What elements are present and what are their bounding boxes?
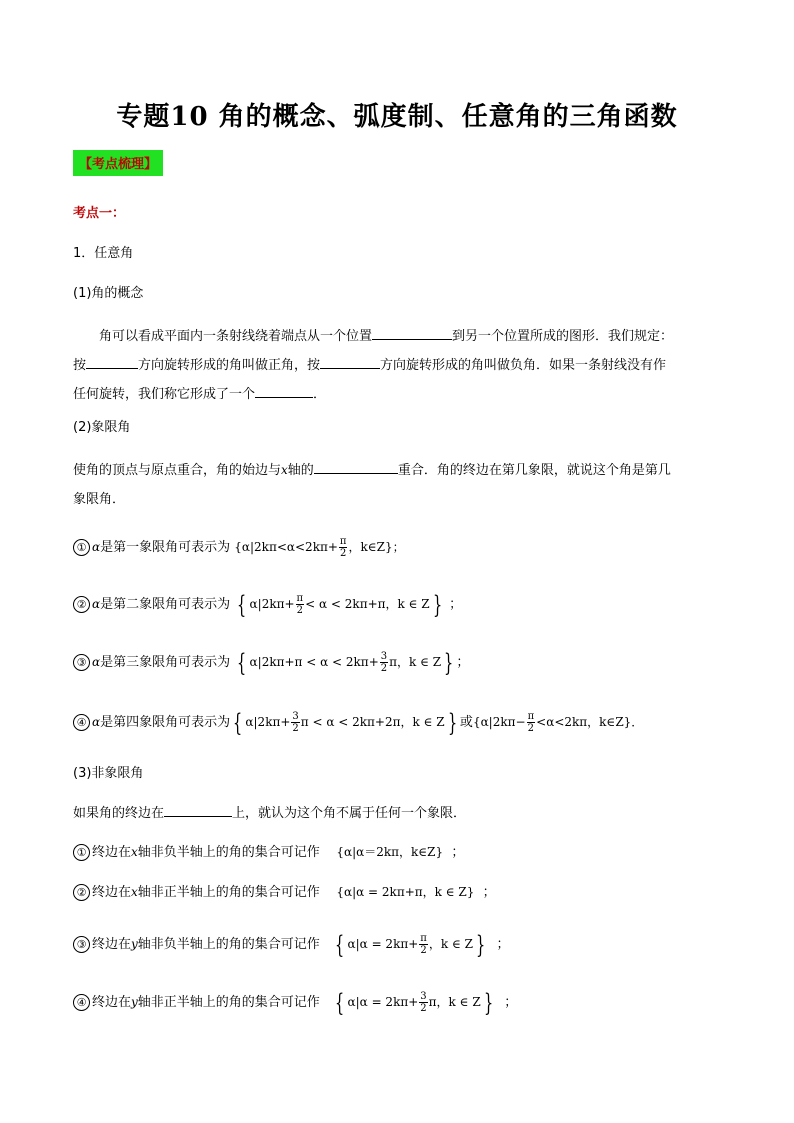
text: 是第一象限角可表示为 (100, 540, 231, 555)
fraction-denominator: 2 (527, 723, 535, 734)
quadrant-2-item (73, 588, 733, 621)
fraction-denominator: 2 (380, 663, 388, 674)
axis-symbol: y (131, 937, 138, 951)
fill-blank (372, 324, 452, 340)
fraction-numerator: 3 (292, 711, 299, 722)
set-expression: ，k ∈ Z (428, 937, 473, 951)
axis-set-item-4 (73, 986, 733, 1019)
axis-set-item-3 (73, 928, 733, 961)
text: 上，就认为这个角不属于任何一个象限． (232, 806, 467, 821)
section-badge: 【考点梳理】 (73, 150, 163, 176)
text: 或 (459, 715, 473, 730)
axis-symbol: x (131, 885, 138, 899)
paragraph-line (73, 322, 723, 351)
text: 使角的顶点与原点重合，角的始边与 (73, 463, 282, 478)
circled-number: ② (73, 596, 90, 613)
paragraph-line (73, 456, 723, 485)
paragraph-quadrant-angle (73, 456, 723, 514)
set-expression: π，k ∈ Z (389, 655, 442, 669)
fraction (527, 711, 536, 734)
circled-number: ② (73, 884, 90, 901)
set-expression: <α<2kπ，k∈Z}． (536, 715, 644, 729)
set-expression: {α|2kπ− (472, 715, 526, 729)
right-brace: } (483, 988, 493, 1017)
circled-number: ① (73, 539, 90, 556)
subsection-2-heading: (2)象限角 (73, 420, 131, 435)
alpha-symbol: α (92, 715, 101, 729)
left-brace: { (335, 988, 345, 1017)
text: 如果角的终边在 (73, 806, 165, 821)
text: 是第二象限角可表示为 (100, 597, 231, 612)
fraction-numerator: π (339, 536, 347, 547)
circled-number: ① (73, 844, 90, 861)
fraction (419, 991, 427, 1014)
set-expression: {α|α＝2kπ，k∈Z} (336, 845, 444, 859)
right-brace: } (476, 930, 486, 959)
axis-x: x (281, 463, 288, 477)
set-expression: α|α = 2kπ+ (347, 995, 419, 1009)
fraction-numerator: π (296, 593, 304, 604)
alpha-symbol: α (92, 655, 101, 669)
set-expression: α|2kπ+π < α < 2kπ+ (249, 655, 379, 669)
text: 轴非正半轴上的角的集合可记作 (137, 885, 320, 900)
right-brace: } (447, 708, 457, 737)
text: 象限角． (73, 492, 126, 507)
set-expression: {α|2kπ<α<2kπ+ (234, 540, 338, 554)
text: 是第三象限角可表示为 (100, 655, 231, 670)
axis-symbol: y (131, 995, 138, 1009)
text: ； (496, 937, 510, 952)
kaodian-heading: 考点一： (73, 206, 126, 221)
fraction-numerator: π (420, 933, 427, 944)
text: ； (449, 597, 463, 612)
text: 轴非负半轴上的角的集合可记作 (137, 845, 320, 860)
text: ； (451, 845, 465, 860)
axis-symbol: x (131, 845, 138, 859)
fraction-numerator: 3 (380, 651, 388, 662)
axis-set-item-2 (73, 878, 733, 907)
quadrant-4-item (73, 706, 733, 739)
fraction-denominator: 2 (420, 1003, 427, 1014)
text: ； (456, 655, 470, 670)
text: 到另一个位置所成的图形．我们规定： (452, 329, 674, 344)
paragraph-line (73, 351, 723, 380)
text: 重合．角的终边在第几象限，就说这个角是第几 (397, 463, 671, 478)
circled-number: ③ (73, 936, 90, 953)
text: ； (482, 885, 496, 900)
set-expression: α|2kπ+ (245, 715, 291, 729)
fill-blank (320, 353, 380, 369)
set-expression: π，k ∈ Z (428, 995, 481, 1009)
text: 是第四象限角可表示为 (100, 715, 231, 730)
set-expression: π < α < 2kπ+2π，k ∈ Z (300, 715, 445, 729)
text: 方向旋转形成的角叫做负角．如果一条射线没有作 (380, 358, 667, 373)
text: 方向旋转形成的角叫做正角，按 (138, 358, 321, 373)
set-expression: ，k∈Z}； (348, 540, 405, 554)
circled-number: ④ (73, 714, 90, 731)
set-expression: < α < 2kπ+π，k ∈ Z (305, 597, 430, 611)
left-brace: { (233, 708, 243, 737)
left-brace: { (237, 648, 247, 677)
quadrant-3-item (73, 646, 733, 679)
fraction (291, 711, 299, 734)
left-brace: { (335, 930, 345, 959)
quadrant-1-item (73, 532, 733, 563)
right-brace: } (432, 590, 442, 619)
set-expression: α|α = 2kπ+ (347, 937, 419, 951)
page-title: 专题10 角的概念、弧度制、任意角的三角函数 (116, 102, 678, 132)
text: 轴的 (287, 463, 314, 478)
text: 按 (73, 358, 87, 373)
fill-blank (314, 458, 398, 474)
circled-number: ③ (73, 654, 90, 671)
fraction (339, 536, 348, 559)
text: 终边在 (92, 937, 132, 952)
fraction (419, 933, 428, 956)
set-expression: α|2kπ+ (249, 597, 295, 611)
text: 轴非负半轴上的角的集合可记作 (137, 937, 320, 952)
paragraph-non-quadrant (73, 800, 733, 828)
fraction-denominator: 2 (292, 723, 299, 734)
fraction (380, 651, 388, 674)
text: ． (313, 387, 327, 402)
section-1-heading: 1．任意角 (73, 246, 134, 261)
text: 轴非正半轴上的角的集合可记作 (137, 995, 320, 1010)
left-brace: { (237, 590, 247, 619)
fill-blank (86, 353, 138, 369)
subsection-3-heading: (3)非象限角 (73, 766, 144, 781)
text: ； (504, 995, 518, 1010)
alpha-symbol: α (92, 540, 101, 554)
circled-number: ④ (73, 994, 90, 1011)
paragraph-angle-concept (73, 322, 723, 409)
paragraph-line (73, 485, 723, 514)
fill-blank (255, 382, 313, 398)
set-expression: {α|α = 2kπ+π，k ∈ Z} (336, 885, 475, 899)
text: 角可以看成平面内一条射线绕着端点从一个位置 (99, 329, 373, 344)
fill-blank (164, 801, 232, 817)
paragraph-line (73, 380, 723, 409)
fraction-denominator: 2 (296, 605, 304, 616)
fraction-numerator: 3 (420, 991, 427, 1002)
fraction (296, 593, 305, 616)
alpha-symbol: α (92, 597, 101, 611)
axis-set-item-1 (73, 838, 733, 867)
text: 终边在 (92, 845, 132, 860)
subsection-1-heading: (1)角的概念 (73, 286, 144, 301)
text: 任何旋转，我们称它形成了一个 (73, 387, 256, 402)
fraction-denominator: 2 (340, 548, 347, 559)
fraction-denominator: 2 (420, 945, 427, 956)
fraction-numerator: π (527, 711, 535, 722)
right-brace: } (444, 648, 454, 677)
text: 终边在 (92, 885, 132, 900)
text: 终边在 (92, 995, 132, 1010)
